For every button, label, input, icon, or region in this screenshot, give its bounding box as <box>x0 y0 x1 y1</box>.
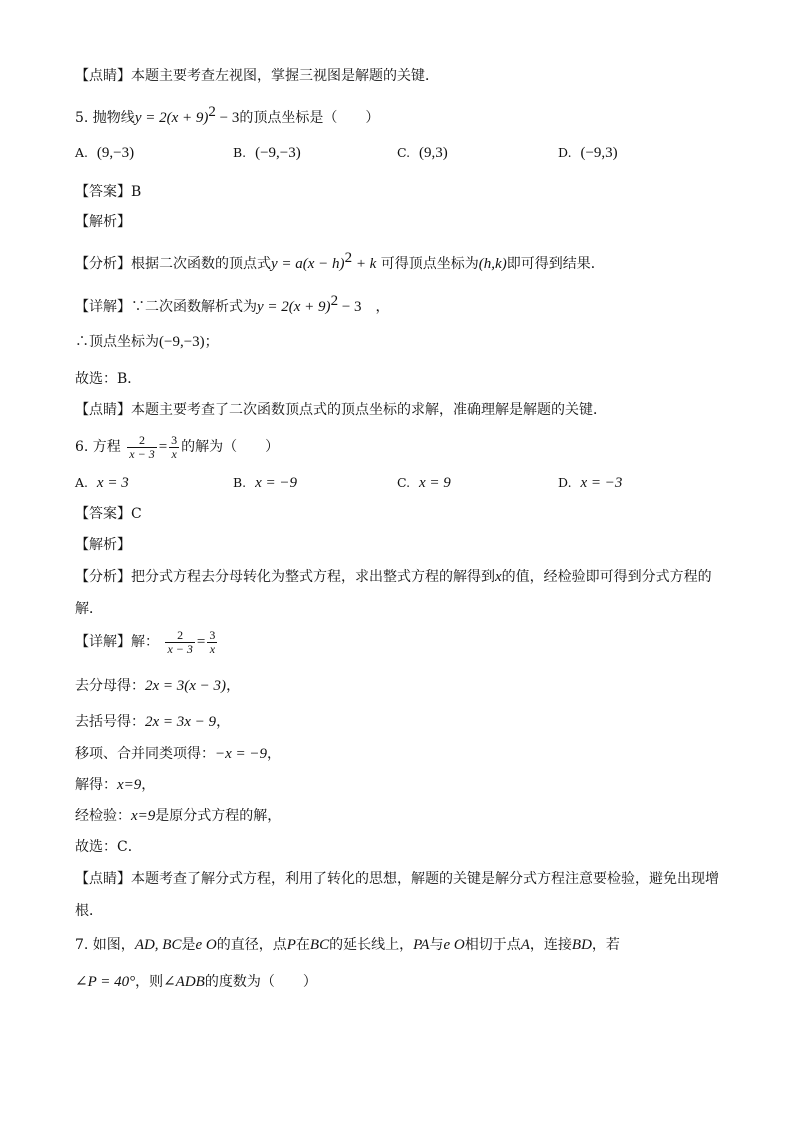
q6-option-b-letter: B. <box>233 475 247 490</box>
step-formula: −x = −9 <box>215 746 268 762</box>
q7-seg1: AD, BC <box>134 937 182 953</box>
q7-text: 与 <box>429 937 444 953</box>
fraction-denominator: x − 3 <box>129 446 155 461</box>
q6-stem-prefix: 6. 方程 <box>75 439 121 455</box>
q6-option-a <box>75 475 129 492</box>
dianjing-text: 本题考查了解分式方程，利用了转化的思想，解题的关键是解分式方程注意要检验，避免出现增 <box>131 871 719 887</box>
q6-step-3 <box>75 745 281 763</box>
fenxi-text2: 的值，经检验即可得到分式方程的 <box>501 569 712 585</box>
solve-value: x=9 <box>117 777 142 793</box>
fenxi-formula: y = a(x − h) <box>271 256 345 272</box>
q7-pa: PA <box>413 937 430 953</box>
q6-option-c <box>397 475 451 492</box>
fraction-denominator: x − 3 <box>167 641 193 656</box>
step-tail: ， <box>226 678 241 694</box>
q6-step-1 <box>75 677 240 695</box>
q7-angle-p: ∠P = 40° <box>75 974 136 990</box>
step-formula: 2x = 3(x − 3) <box>145 678 227 694</box>
q5-option-a <box>75 145 134 162</box>
q6-option-d-letter: D. <box>558 475 572 490</box>
fraction-denominator: x <box>207 642 217 656</box>
q6-option-a-text: x = 3 <box>96 475 129 491</box>
step-formula: 2x = 3x − 9 <box>145 714 217 730</box>
equals-sign: = <box>158 439 168 455</box>
q6-step-2 <box>75 713 230 731</box>
fenxi-text2: 可得顶点坐标为 <box>376 256 479 272</box>
fraction-numerator: 3 <box>209 627 216 642</box>
xiangjie-text: 解： <box>131 634 159 650</box>
solve-tail: ， <box>141 777 156 793</box>
q7-text: ，连接 <box>529 937 572 953</box>
q7-circle: e O <box>443 937 465 953</box>
q6-stem <box>75 432 279 462</box>
fenxi-text3: 即可得到结果． <box>506 256 605 272</box>
q5-option-d-letter: D. <box>558 145 572 160</box>
q5-stem-formula-tail: − 3 <box>215 110 240 126</box>
fenxi-label: 【分析】 <box>75 256 131 272</box>
q6-option-b-text: x = −9 <box>255 475 297 491</box>
q6-option-d-text: x = −3 <box>580 475 623 491</box>
step-label: 去括号得： <box>75 714 145 730</box>
q5-jiexi <box>75 213 131 231</box>
q7-text: ，若 <box>591 937 620 953</box>
q6-jiexi <box>75 536 131 554</box>
q7-text: ，则 <box>135 974 164 990</box>
q7-text: 相切于点 <box>464 937 521 953</box>
q6-choose <box>75 838 142 856</box>
solve-label: 解得： <box>75 777 117 793</box>
answer-label: 【答案】 <box>75 184 131 200</box>
fenxi-exp: 2 <box>344 250 353 266</box>
check-value: x=9 <box>131 808 156 824</box>
q6-xiangjie <box>75 627 219 657</box>
q7-bd: BD <box>571 937 592 953</box>
q7-text: 在 <box>295 937 310 953</box>
q5-fenxi <box>75 249 605 273</box>
check-label: 经检验： <box>75 808 131 824</box>
q6-option-d <box>558 475 622 492</box>
q6-fraction-left <box>127 434 156 461</box>
q6-dianjing <box>75 870 719 888</box>
q6-detail-fraction-left <box>165 629 194 656</box>
choose-text: 故选：C． <box>75 839 142 855</box>
q5-stem-exp: 2 <box>208 104 216 120</box>
step-tail: ， <box>216 714 231 730</box>
q6-fenxi-cont <box>75 600 103 618</box>
q4-dianjing <box>75 67 439 85</box>
q7-point-p: P <box>286 937 296 953</box>
therefore-tail: ； <box>204 334 219 350</box>
q6-fraction-right <box>169 434 179 461</box>
fenxi-coord: (h,k) <box>478 256 507 272</box>
jiexi-label: 【解析】 <box>75 214 131 230</box>
fenxi-text3: 解． <box>75 601 103 617</box>
fenxi-text: 把分式方程去分母转化为整式方程，求出整式方程的解得到 <box>131 569 495 585</box>
xiangjie-text: ∵二次函数解析式为 <box>131 299 257 315</box>
q6-solve <box>75 776 155 794</box>
check-tail: 是原分式方程的解， <box>155 808 282 824</box>
q6-option-b <box>233 475 297 492</box>
fraction-numerator: 2 <box>138 432 145 447</box>
fenxi-var: x <box>495 569 502 585</box>
answer-label: 【答案】 <box>75 506 131 522</box>
q6-dianjing-cont <box>75 902 103 920</box>
q5-answer <box>75 183 141 201</box>
q6-check <box>75 807 281 825</box>
q5-option-c <box>397 145 448 162</box>
q7-text: 的度数为（ ） <box>204 974 317 990</box>
xiangjie-label: 【详解】 <box>75 299 131 315</box>
jiexi-label: 【解析】 <box>75 537 131 553</box>
choose-text: 故选：B． <box>75 371 142 387</box>
q6-detail-fraction-right <box>207 629 217 656</box>
q7-prefix: 7. 如图， <box>75 937 135 953</box>
fraction-numerator: 2 <box>177 627 184 642</box>
dianjing-label: 【点睛】 <box>75 68 131 84</box>
q7-text: 的延长线上， <box>329 937 414 953</box>
q7-circle: e O <box>195 937 217 953</box>
q5-therefore <box>75 333 219 351</box>
q7-bc: BC <box>309 937 330 953</box>
q7-point-a: A <box>520 937 530 953</box>
xiangjie-exp: 2 <box>330 293 339 309</box>
q7-stem-line1 <box>75 936 620 954</box>
step-label: 移项、合并同类项得： <box>75 746 215 762</box>
q5-option-a-text: (9,−3) <box>96 145 135 161</box>
fenxi-label: 【分析】 <box>75 569 131 585</box>
q5-stem <box>75 103 379 127</box>
q5-option-d <box>558 145 618 162</box>
q6-option-c-text: x = 9 <box>419 475 451 491</box>
q5-option-b-letter: B. <box>233 145 247 160</box>
q5-option-b-text: (−9,−3) <box>255 145 301 161</box>
q7-stem-line2 <box>75 973 317 991</box>
xiangjie-formula-tail: − 3 <box>338 299 362 315</box>
dianjing-text2: 根． <box>75 903 103 919</box>
dianjing-text: 本题主要考查了二次函数顶点式的顶点坐标的求解，准确理解是解题的关键． <box>131 402 607 418</box>
q6-answer <box>75 505 142 523</box>
step-label: 去分母得： <box>75 678 145 694</box>
q5-option-c-text: (9,3) <box>419 145 448 161</box>
dianjing-label: 【点睛】 <box>75 871 131 887</box>
therefore-coord: (−9,−3) <box>159 334 205 350</box>
therefore-text: ∴顶点坐标为 <box>75 334 159 350</box>
q5-stem-suffix: 的顶点坐标是（ ） <box>239 110 380 126</box>
xiangjie-label: 【详解】 <box>75 634 131 650</box>
equals-sign: = <box>196 634 206 650</box>
q7-angle-adb: ∠ADB <box>163 974 205 990</box>
q7-text: 的直径，点 <box>216 937 287 953</box>
fenxi-text: 根据二次函数的顶点式 <box>131 256 271 272</box>
step-tail: ， <box>267 746 282 762</box>
answer-value: C <box>131 506 142 522</box>
q6-option-c-letter: C. <box>397 475 411 490</box>
q5-dianjing <box>75 401 607 419</box>
dianjing-text: 本题主要考查左视图，掌握三视图是解题的关键． <box>131 68 439 84</box>
fraction-numerator: 3 <box>171 432 178 447</box>
xiangjie-formula: y = 2(x + 9) <box>257 299 331 315</box>
q6-stem-suffix: 的解为（ ） <box>181 439 280 455</box>
q5-stem-prefix: 5. 抛物线 <box>75 110 135 126</box>
q6-option-a-letter: A. <box>75 475 89 490</box>
q5-stem-formula: y = 2(x + 9) <box>134 110 209 126</box>
fraction-denominator: x <box>169 447 179 461</box>
q5-choose <box>75 370 141 388</box>
q5-option-a-letter: A. <box>75 145 89 160</box>
q5-option-b <box>233 145 301 162</box>
q5-xiangjie <box>75 292 390 316</box>
dianjing-label: 【点睛】 <box>75 402 131 418</box>
q6-fenxi <box>75 568 712 586</box>
fenxi-formula-tail: + k <box>352 256 377 272</box>
q5-option-d-text: (−9,3) <box>580 145 618 161</box>
answer-value: B <box>131 184 142 200</box>
q5-option-c-letter: C. <box>397 145 411 160</box>
q7-text: 是 <box>181 937 196 953</box>
xiangjie-tail: ， <box>361 299 390 315</box>
